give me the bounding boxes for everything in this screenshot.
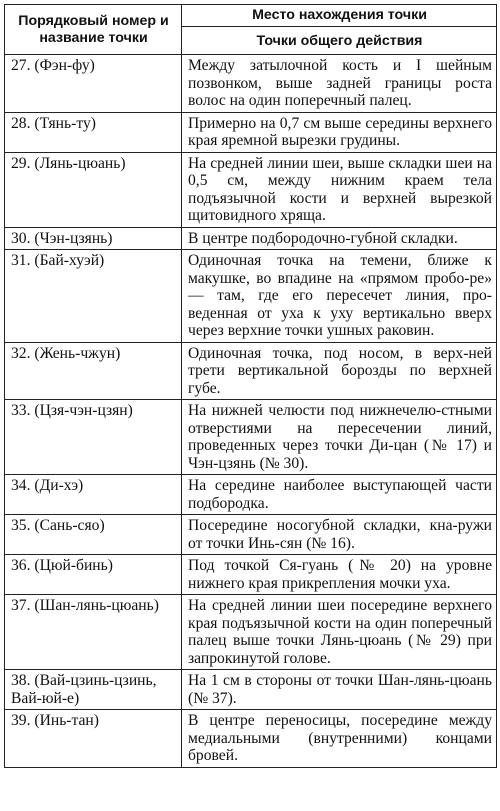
point-location: Одиночная точка, под носом, в верх-ней трети вертикальной борозды по верхней губе. <box>182 342 497 400</box>
point-location: Одиночная точка на темени, ближе к макушке, во впадине на «прямом пробо-ре» — там, где его пересечет линия, про-веденная от уха к уху вертикально вверх через верхние точки ушных раковин. <box>182 250 497 343</box>
column-header-number-name: Порядковый номер и название точки <box>5 5 182 55</box>
point-name: 34. (Ди-хэ) <box>5 475 182 515</box>
column-header-location: Место нахождения точки <box>182 5 497 27</box>
point-name: 35. (Сань-сяо) <box>5 515 182 555</box>
point-location: Примерно на 0,7 см выше середины верхнего края яремной вырезки грудины. <box>182 112 497 152</box>
point-name: 39. (Инь-тан) <box>5 710 182 768</box>
point-location: В центре подбородочно-губной складки. <box>182 227 497 250</box>
table-row <box>5 250 497 343</box>
table-header-row <box>5 5 497 27</box>
section-header-general-points: Точки общего действия <box>182 27 497 55</box>
table-row <box>5 152 497 227</box>
table-row <box>5 595 497 670</box>
point-name: 33. (Цзя-чэн-цзян) <box>5 400 182 475</box>
table-row <box>5 555 497 595</box>
table-row <box>5 400 497 475</box>
point-location: Посередине носогубной складки, кна-ружи от точки Инь-сян (№ 16). <box>182 515 497 555</box>
point-location: В центре переносицы, посередине между медиальными (внутренними) концами бровей. <box>182 710 497 768</box>
point-location: На средней линии шеи посередине верхнего края подъязычной кости на один поперечный палец выше точки Лянь-цюань (№ 29) при запрокинутой голове. <box>182 595 497 670</box>
point-name: 29. (Лянь-цюань) <box>5 152 182 227</box>
point-name: 36. (Цюй-бинь) <box>5 555 182 595</box>
point-name: 30. (Чэн-цзянь) <box>5 227 182 250</box>
point-location: Под точкой Ся-гуань (№ 20) на уровне нижнего края прикрепления мочки уха. <box>182 555 497 595</box>
table-row <box>5 227 497 250</box>
table-row <box>5 112 497 152</box>
table-row <box>5 342 497 400</box>
point-name: 32. (Жень-чжун) <box>5 342 182 400</box>
table-row <box>5 515 497 555</box>
point-name: 28. (Тянь-ту) <box>5 112 182 152</box>
point-name: 31. (Бай-хуэй) <box>5 250 182 343</box>
table-row <box>5 710 497 768</box>
table-row <box>5 670 497 710</box>
point-name: 37. (Шан-лянь-цюань) <box>5 595 182 670</box>
point-location: На нижней челюсти под нижнечелю-стными отверстиями на пересечении линий, проведенных через точки Ди-цан (№ 17) и Чэн-цзянь (№ 30). <box>182 400 497 475</box>
point-name: 38. (Вай-цзинь-цзинь, Вай-юй-е) <box>5 670 182 710</box>
table-row <box>5 55 497 113</box>
point-location: На средней линии шеи, выше складки шеи на 0,5 см, между нижним краем тела подъязычной кости и верхней вырезкой щитовидного хряща. <box>182 152 497 227</box>
table-row <box>5 475 497 515</box>
point-location: Между затылочной кость и I шейным позвонком, выше задней границы роста волос на один поперечный палец. <box>182 55 497 113</box>
point-location: На 1 см в стороны от точки Шан-лянь-цюань (№ 37). <box>182 670 497 710</box>
acupoint-table <box>4 4 497 768</box>
point-name: 27. (Фэн-фу) <box>5 55 182 113</box>
point-location: На середине наиболее выступающей части подбородка. <box>182 475 497 515</box>
acupoint-table-container <box>4 4 496 768</box>
